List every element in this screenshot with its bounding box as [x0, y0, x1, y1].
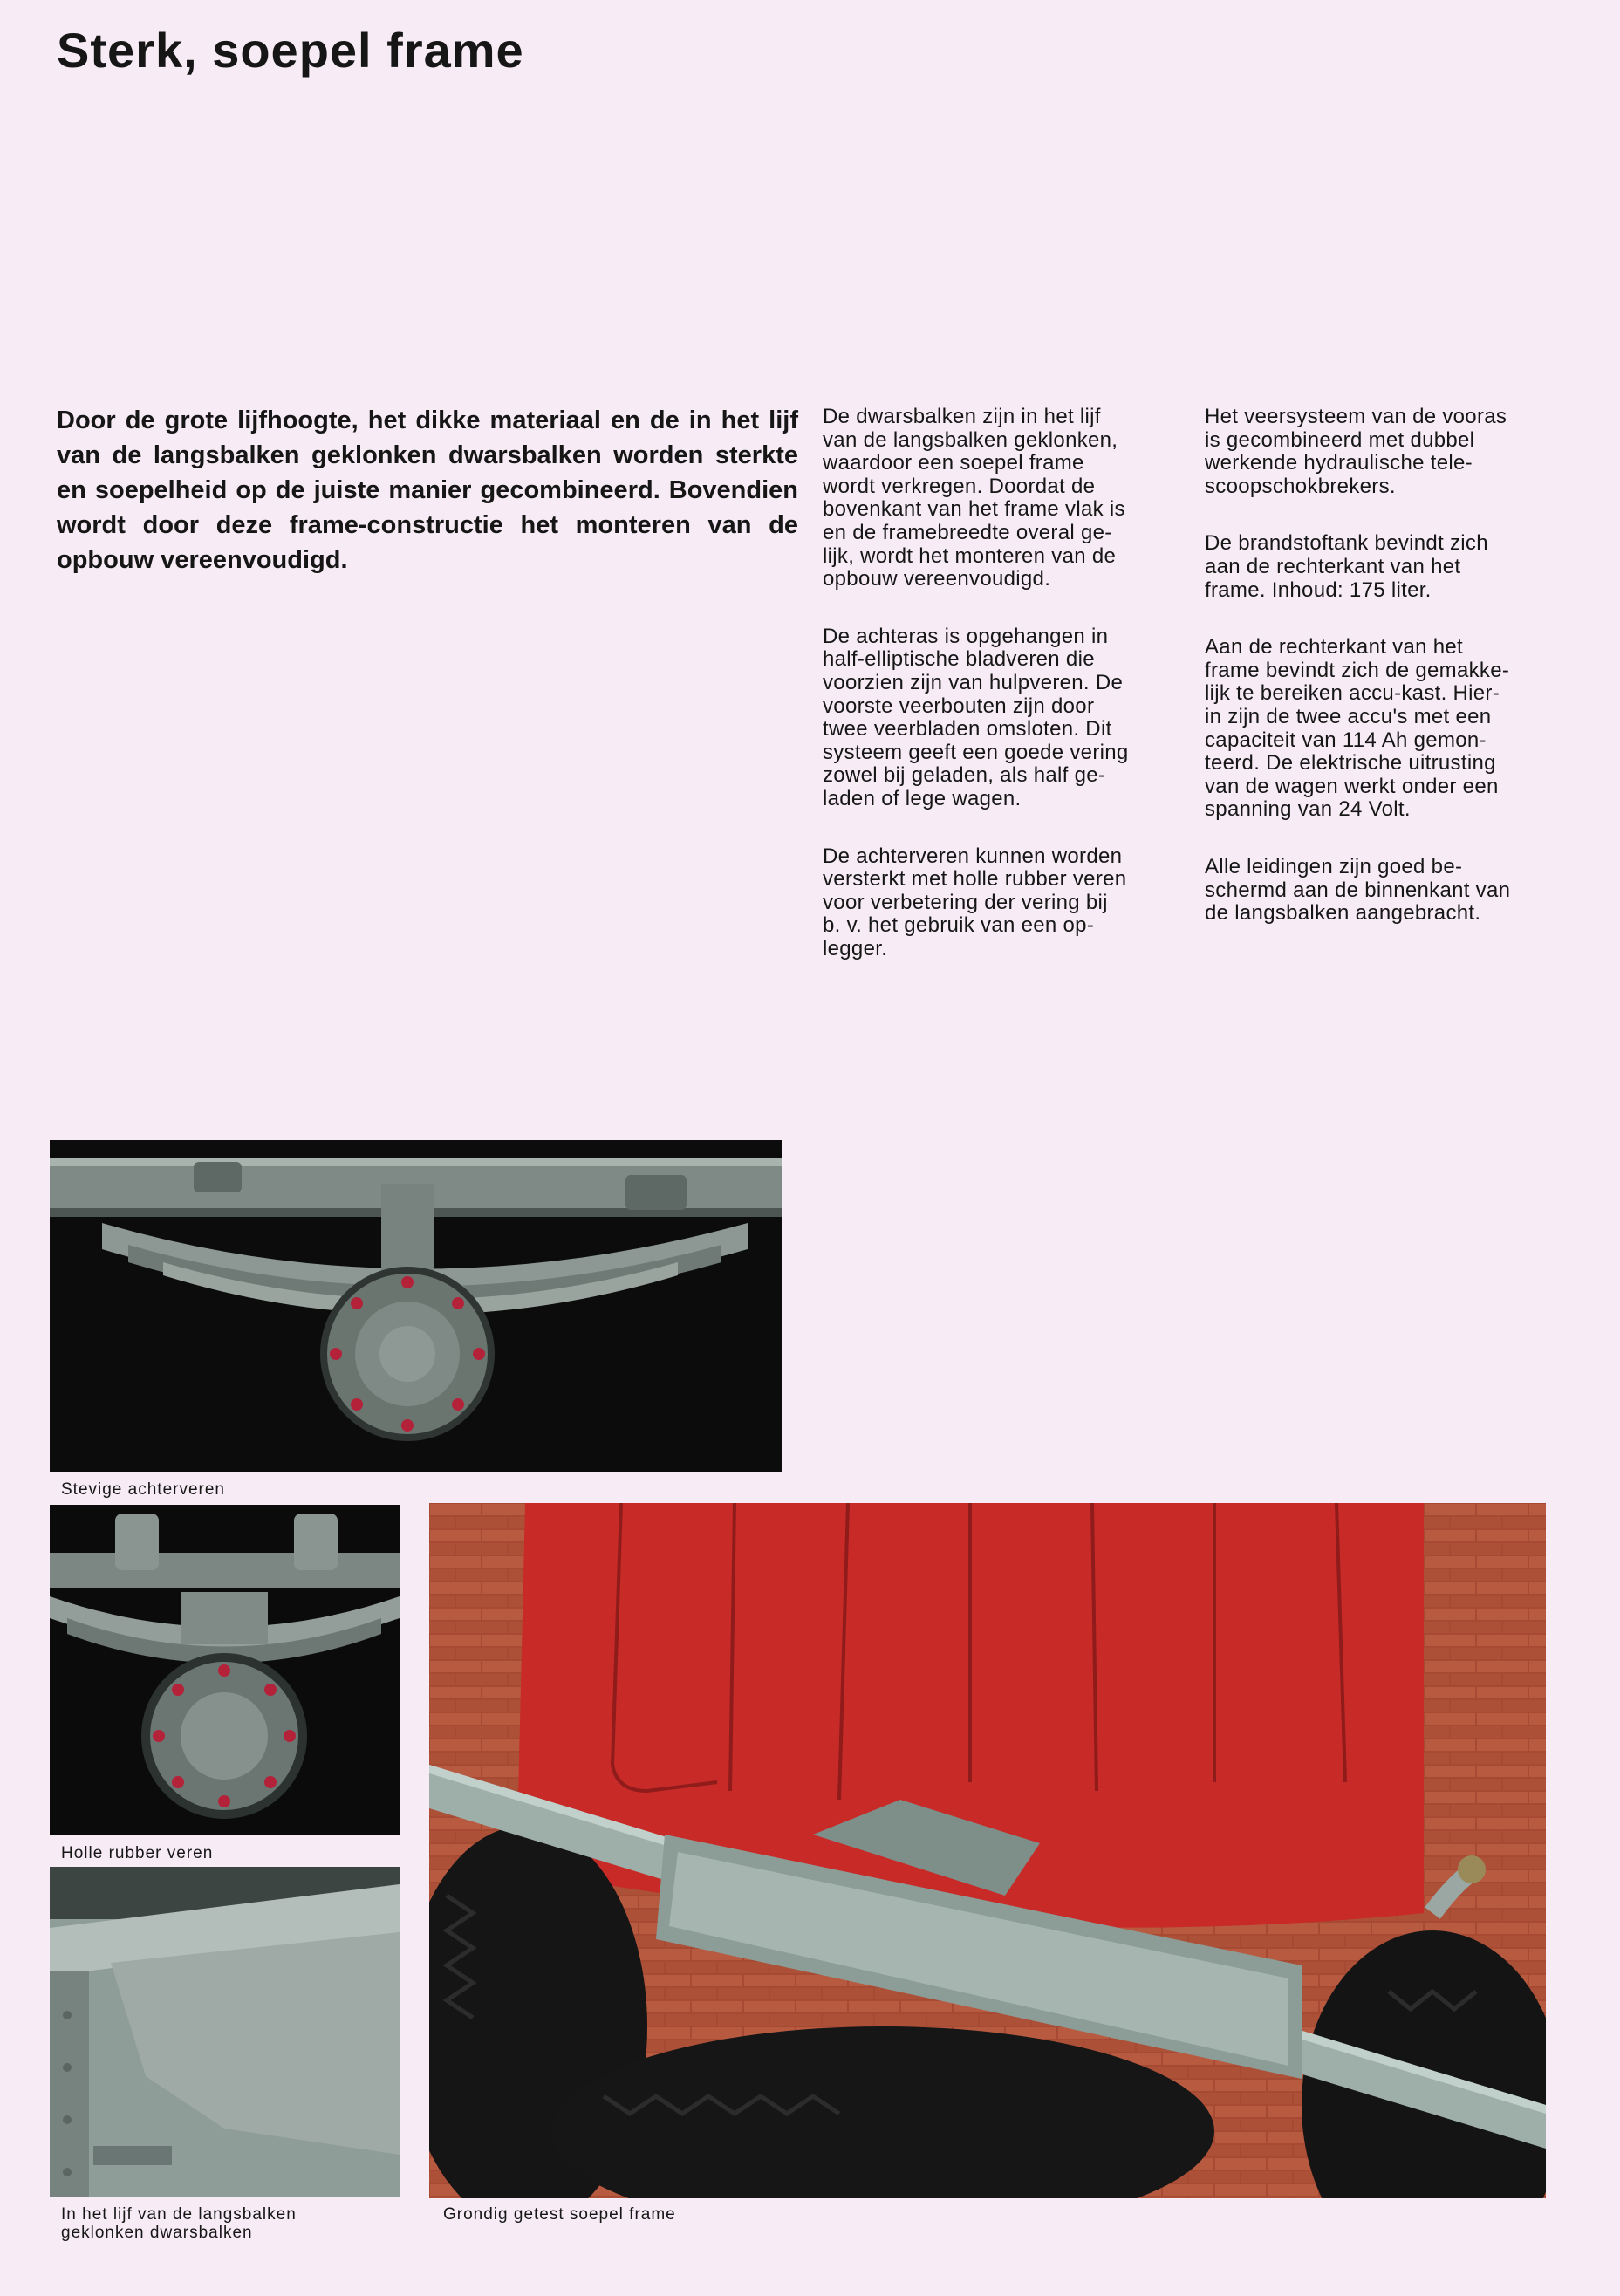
page-title: Sterk, soepel frame [57, 23, 524, 78]
paragraph-rear-axle: De achteras is opgehangen in half-elliptische bladveren die voorzien zijn van hulpveren. De voorste veerbouten zijn door twee veerbladen omsloten. Dit systeem geeft een goede vering zowel bij geladen, als half ge- laden of lege wagen. [823, 624, 1129, 810]
paragraph-rear-springs: De achterveren kunnen worden versterkt met holle rubber veren voor verbetering der vering bij b. v. het gebruik van een op- legger. [823, 844, 1127, 960]
photo-rear-springs [50, 1140, 782, 1472]
paragraph-battery: Aan de rechterkant van het frame bevindt zich de gemakke- lijk te bereiken accu-kast. Hier- in zijn de twee accu's met een capaciteit van 114 Ah gemon- teerd. De elektrische uitrusting van de wagen werkt onder een spanning van 24 Volt. [1205, 635, 1510, 822]
text-column-right [1205, 406, 1558, 960]
caption-frame-test: Grondig getest soepel frame [443, 2205, 676, 2224]
text-column-middle [823, 406, 1176, 994]
caption-rubber-springs: Holle rubber veren [61, 1844, 214, 1862]
photo-frame-test [429, 1503, 1546, 2198]
photo-crossmembers [50, 1867, 400, 2197]
paragraph-lines: Alle leidingen zijn goed be- schermd aan de binnenkant van de langsbalken aangebracht. [1205, 854, 1511, 926]
paragraph-fuel-tank: De brandstoftank bevindt zich aan de rechterkant van het frame. Inhoud: 175 liter. [1205, 531, 1488, 602]
intro-paragraph: Door de grote lijfhoogte, het dikke materiaal en de in het lijf van de langsbalken geklonken dwarsbalken worden sterkte en soepelheid op de juiste manier gecombineerd. Bovendien wordt door deze frame-constructie het monteren van de opbouw vereenvoudigd. [57, 407, 798, 574]
photo-rubber-springs [50, 1505, 400, 1835]
paragraph-crossmembers: De dwarsbalken zijn in het lijf van de langsbalken geklonken, waardoor een soepel frame wordt verkregen. Doordat de bovenkant van het frame vlak is en de framebreedte overal ge- lijk, wordt het monteren van de opbouw vereenvoudigd. [823, 405, 1125, 591]
paragraph-front-suspension: Het veersysteem van de vooras is gecombineerd met dubbel werkende hydraulische tele- scoopschokbrekers. [1205, 405, 1507, 498]
caption-crossmembers: In het lijf van de langsbalken geklonken dwarsbalken [61, 2205, 297, 2242]
caption-rear-springs: Stevige achterveren [61, 1480, 225, 1499]
